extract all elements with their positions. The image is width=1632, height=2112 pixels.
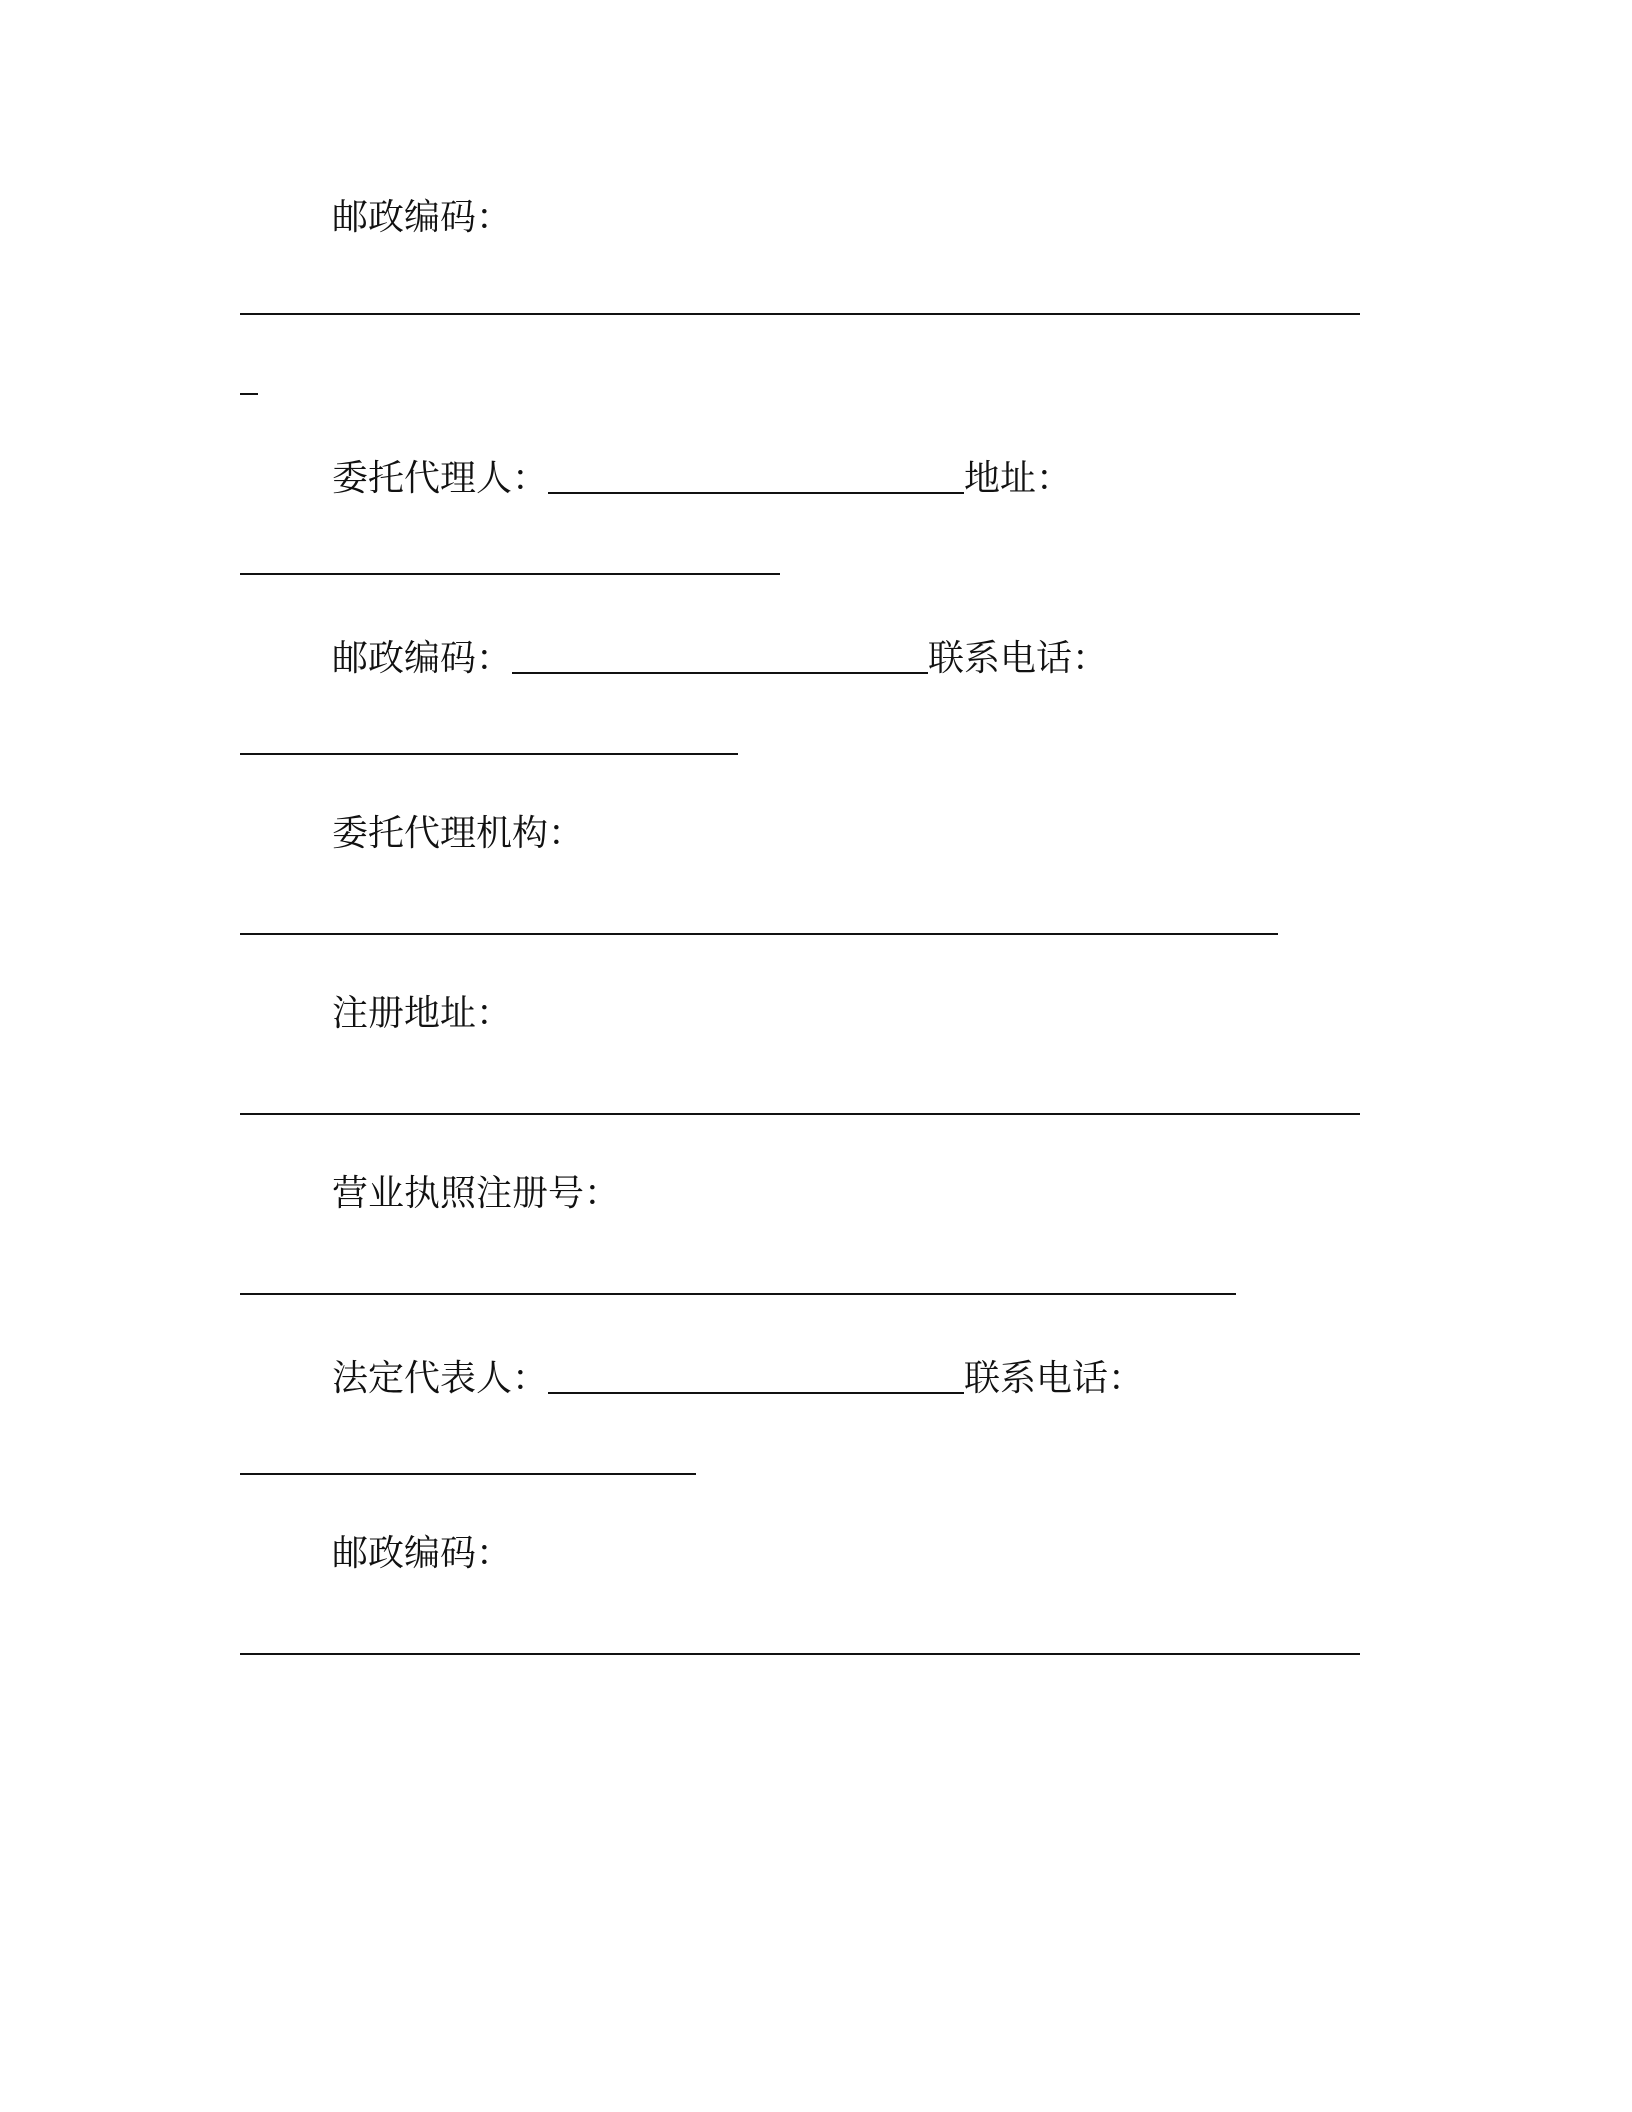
- postal-code-blank-1[interactable]: [240, 313, 1360, 315]
- postal-phone-row: [332, 636, 1108, 677]
- agent-label: 委托代理人：: [332, 458, 549, 499]
- legal-rep-row: [332, 1356, 1144, 1397]
- address-blank[interactable]: [240, 573, 780, 575]
- phone-blank-1[interactable]: [240, 753, 738, 755]
- address-label: 地址：: [964, 458, 1073, 499]
- postal-code-label-1: 邮政编码：: [332, 197, 513, 238]
- registered-address-blank[interactable]: [240, 1113, 1360, 1115]
- agency-blank[interactable]: [240, 933, 1278, 935]
- registered-address-label: 注册地址：: [332, 993, 513, 1034]
- phone-label-1: 联系电话：: [928, 638, 1109, 679]
- business-license-label: 营业执照注册号：: [332, 1173, 621, 1214]
- business-license-blank[interactable]: [240, 1293, 1236, 1295]
- postal-code-label-2: 邮政编码：: [332, 638, 513, 679]
- postal-code-blank-2[interactable]: [512, 636, 928, 674]
- postal-code-blank-3[interactable]: [240, 1653, 1360, 1655]
- agency-label: 委托代理机构：: [332, 813, 585, 854]
- postal-code-label-3: 邮政编码：: [332, 1533, 513, 1574]
- postal-code-blank-1-overflow: [240, 393, 258, 395]
- phone-blank-2[interactable]: [240, 1473, 696, 1475]
- agent-row: [332, 456, 1072, 497]
- agent-blank[interactable]: [548, 456, 964, 494]
- phone-label-2: 联系电话：: [964, 1358, 1145, 1399]
- legal-rep-label: 法定代表人：: [332, 1358, 549, 1399]
- legal-rep-blank[interactable]: [548, 1356, 964, 1394]
